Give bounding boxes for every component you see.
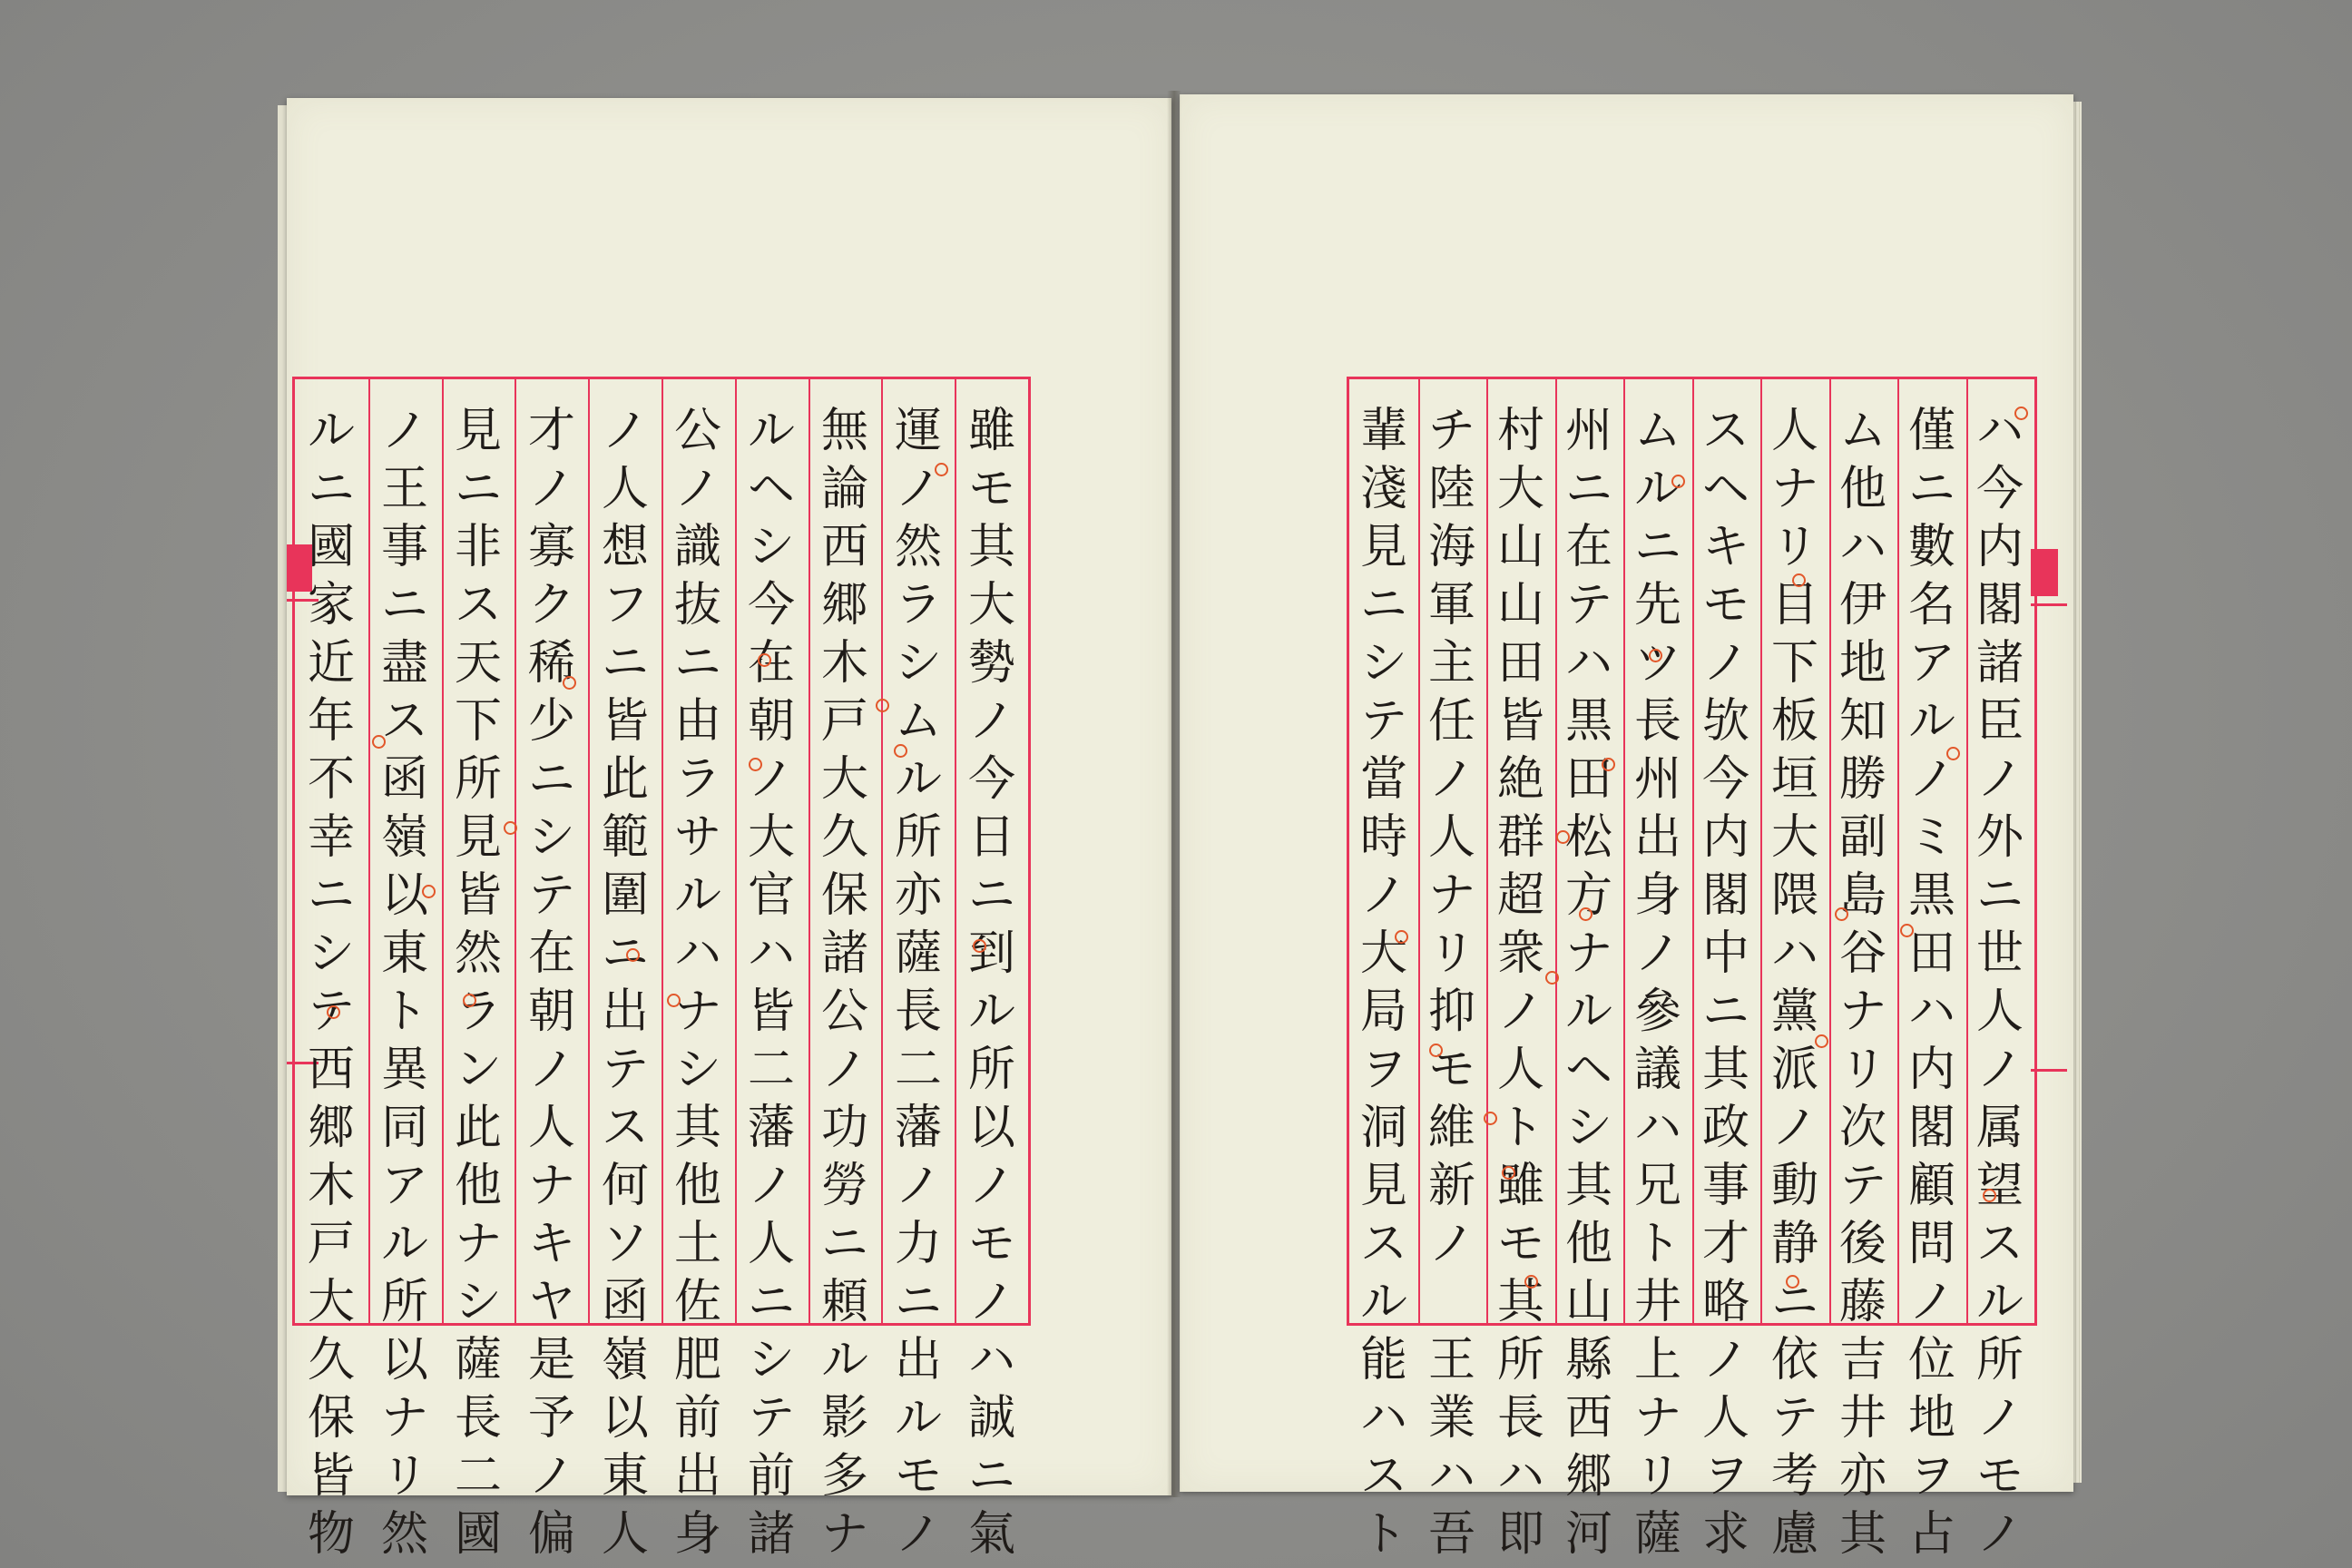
text-column: 雖 モ 其 大 勢 ノ 今 日 ニ 到 ル 所 以 ノ モ ノ ハ 誠 ニ 氣: [967, 404, 1015, 1562]
right-page-text-frame: [1347, 377, 2037, 1562]
column-rule: [881, 379, 883, 1323]
annotation-circle: [1835, 907, 1848, 921]
annotation-circle: [935, 463, 948, 476]
book-gutter: [1167, 91, 1181, 1497]
annotation-circle: [1671, 475, 1685, 488]
annotation-circle: [1602, 758, 1615, 771]
text-column: チ 陸 海 軍 主 任 ノ 人 ナ リ 抑 モ 維 新 ノ 王 業 ハ 吾: [1427, 404, 1475, 1562]
annotation-circle: [1545, 971, 1559, 985]
column-rule: [442, 379, 444, 1323]
annotation-circle: [372, 735, 386, 749]
text-column: 輩 淺 見 ニ シ テ 當 時 ノ 大 局 ヲ 洞 見 ス ル 能 ハ ス ト: [1359, 404, 1407, 1562]
column-rule: [808, 379, 810, 1323]
column-rule: [1829, 379, 1831, 1323]
annotation-circle: [422, 885, 436, 898]
annotation-circle: [563, 676, 576, 690]
right-page-margin-line: [2031, 603, 2067, 606]
column-rule: [955, 379, 956, 1323]
annotation-circle: [758, 653, 771, 667]
annotation-circle: [1900, 924, 1914, 937]
annotation-circle: [1395, 930, 1408, 944]
text-column: ス ヘ キ モ ノ 欤 今 内 閣 中 ニ 其 政 事 才 略 ノ 人 ヲ 求: [1701, 404, 1749, 1562]
annotation-circle: [1484, 1112, 1497, 1125]
text-column: 見 ニ 非 ス 天 下 所 見 皆 然 ラ ン 此 他 ナ シ 薩 長 二 國: [454, 404, 502, 1562]
text-column: 才 ノ 寡 ク 稀 少 ニ シ テ 在 朝 ノ 人 ナ キ ヤ 是 予 ノ 偏: [527, 404, 575, 1562]
column-rule: [588, 379, 590, 1323]
annotation-circle: [1946, 747, 1960, 760]
annotation-circle: [667, 994, 681, 1007]
annotation-circle: [1579, 907, 1592, 921]
text-column: 人 ナ リ 目 下 板 垣 大 隈 ハ 黨 派 ノ 動 静 ニ 依 テ 考 慮: [1770, 404, 1818, 1562]
annotation-circle: [504, 821, 517, 835]
text-column: ル ニ 國 家 近 年 不 幸 ニ シ テ 西 郷 木 戸 大 久 保 皆 物: [307, 404, 355, 1562]
column-rule: [514, 379, 516, 1323]
annotation-circle: [1983, 1189, 1996, 1202]
text-column: 村 大 山 山 田 皆 絶 群 超 衆 ノ 人 ト 雖 モ 其 所 長 ハ 即: [1496, 404, 1544, 1562]
annotation-circle: [1556, 830, 1570, 844]
column-rule: [662, 379, 663, 1323]
right-page-margin-tab: [2031, 549, 2058, 596]
column-rule: [1418, 379, 1420, 1323]
annotation-circle: [2014, 407, 2028, 420]
column-rule: [1623, 379, 1625, 1323]
text-column: ノ 人 想 フ ニ 皆 此 範 圍 ニ 出 テ ス 何 ソ 函 嶺 以 東 人: [601, 404, 649, 1562]
column-rule: [1486, 379, 1488, 1323]
left-page-text-frame: [292, 377, 1031, 1562]
annotation-circle: [1649, 649, 1662, 662]
annotation-circle: [973, 939, 986, 953]
annotation-circle: [463, 994, 476, 1007]
right-page-margin-line-lower: [2031, 1069, 2067, 1072]
text-column: ル ヘ シ 今 在 朝 ノ 大 官 ハ 皆 二 藩 ノ 人 ニ シ テ 前 諸: [747, 404, 795, 1562]
annotation-circle: [749, 758, 762, 771]
text-column: 公 ノ 識 抜 ニ 由 ラ サ ル ハ ナ シ 其 他 土 佐 肥 前 出 身: [673, 404, 721, 1562]
annotation-circle: [1792, 573, 1806, 587]
annotation-circle: [1815, 1034, 1828, 1048]
text-column: 僅 ニ 數 名 ア ル ノ ミ 黒 田 ハ 内 閣 顧 問 ノ 位 地 ヲ 占: [1907, 404, 1955, 1562]
annotation-circle: [894, 744, 907, 758]
column-rule: [1692, 379, 1694, 1323]
annotation-circle: [876, 699, 889, 712]
column-rule: [1897, 379, 1899, 1323]
annotation-circle: [626, 948, 640, 962]
text-column: 州 ニ 在 テ ハ 黒 田 松 方 ナ ル ヘ シ 其 他 山 縣 西 郷 河: [1564, 404, 1612, 1562]
annotation-circle: [327, 1005, 340, 1019]
column-rule: [1966, 379, 1968, 1323]
text-column: ノ 王 事 ニ 盡 ス 函 嶺 以 東 ト 異 同 ア ル 所 以 ナ リ 然: [380, 404, 428, 1562]
column-rule: [1760, 379, 1762, 1323]
text-column: 無 論 西 郷 木 戸 大 久 保 諸 公 ノ 功 勞 ニ 頼 ル 影 多 ナ: [820, 404, 868, 1562]
text-column: ム ル ニ 先 ツ 長 州 出 身 ノ 參 議 ハ 兄 ト 井 上 ナ リ 薩: [1633, 404, 1681, 1562]
text-column: ハ 今 内 閣 諸 臣 ノ 外 ニ 世 人 ノ 属 望 ス ル 所 ノ モ ノ: [1975, 404, 2024, 1562]
annotation-circle: [1429, 1044, 1443, 1057]
column-rule: [735, 379, 737, 1323]
annotation-circle: [1524, 1275, 1538, 1289]
annotation-circle: [1786, 1275, 1799, 1289]
annotation-circle: [1502, 1166, 1515, 1180]
text-column: ム 他 ハ 伊 地 知 勝 副 島 谷 ナ リ 次 テ 後 藤 吉 井 亦 其: [1838, 404, 1886, 1562]
text-column: 運 ノ 然 ラ シ ム ル 所 亦 薩 長 二 藩 ノ 力 ニ 出 ル モ ノ: [894, 404, 942, 1562]
column-rule: [1555, 379, 1557, 1323]
column-rule: [368, 379, 370, 1323]
